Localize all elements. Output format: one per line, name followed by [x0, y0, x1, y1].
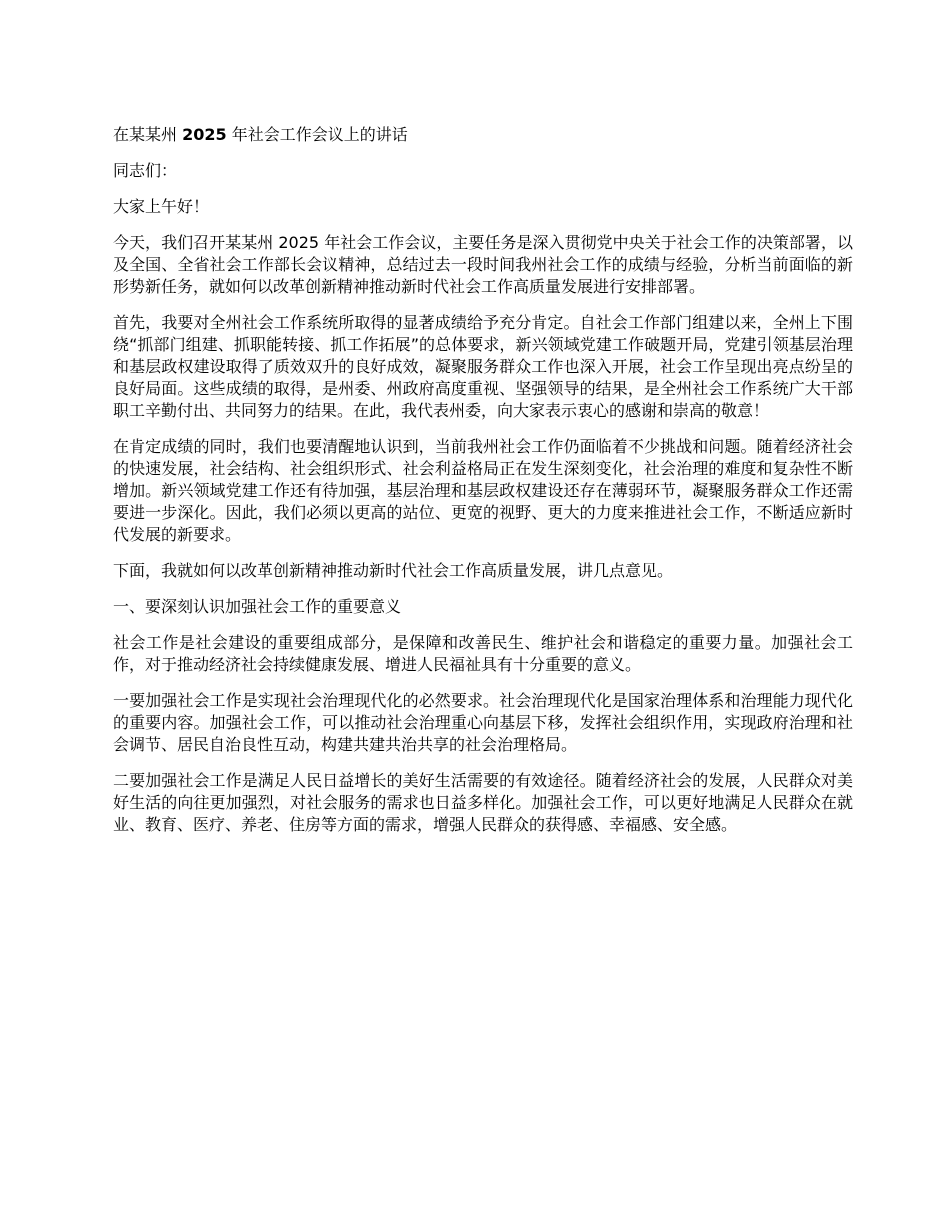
title-year: 2025 — [182, 125, 227, 144]
paragraph-challenges: 在肯定成绩的同时，我们也要清醒地认识到，当前我州社会工作仍面临着不少挑战和问题。随着经济社会的快速发展，社会结构、社会组织形式、社会利益格局正在发生深刻变化，社会治理的难度和复杂性不断增加。新兴领域党建工作还有待加强，基层治理和基层政权建设还存在薄弱环节，凝聚服务群众工作还需要进一步深化。因此，我们必须以更高的站位、更宽的视野、更大的力度来推进社会工作，不断适应新时代发展的新要求。 — [113, 437, 853, 544]
paragraph-point-2: 二要加强社会工作是满足人民日益增长的美好生活需要的有效途径。随着经济社会的发展，人民群众对美好生活的向往更加强烈，对社会服务的需求也日益多样化。加强社会工作，可以更好地满足人民群众在就业、教育、医疗、养老、住房等方面的需求，增强人民群众的获得感、幸福感、安全感。 — [113, 771, 853, 834]
document-page — [113, 124, 853, 850]
paragraph-transition: 下面，我就如何以改革创新精神推动新时代社会工作高质量发展，讲几点意见。 — [113, 561, 674, 580]
title-suffix: 年社会工作会议上的讲话 — [231, 125, 408, 144]
paragraph-achievements: 首先，我要对全州社会工作系统所取得的显著成绩给予充分肯定。自社会工作部门组建以来，全州上下围绕“抓部门组建、抓职能转接、抓工作拓展”的总体要求，新兴领域党建工作破题开局，党建引领基层治理和基层政权建设取得了质效双升的良好成效，凝聚服务群众工作也深入开展，社会工作呈现出亮点纷呈的良好局面。这些成绩的取得，是州委、州政府高度重视、坚强领导的结果，是全州社会工作系统广大干部职工辛勤付出、共同努力的结果。在此，我代表州委，向大家表示衷心的感谢和崇高的敬意！ — [113, 313, 853, 420]
paragraph-intro: 今天，我们召开某某州 2025 年社会工作会议，主要任务是深入贯彻党中央关于社会工作的决策部署，以及全国、全省社会工作部长会议精神，总结过去一段时间我州社会工作的成绩与经验，分析当前面临的新形势新任务，就如何以改革创新精神推动新时代社会工作高质量发展进行安排部署。 — [113, 233, 853, 296]
document-title — [113, 124, 853, 146]
salutation: 同志们： — [113, 161, 178, 180]
title-prefix: 在某某州 — [113, 125, 178, 144]
greeting: 大家上午好！ — [113, 197, 210, 216]
paragraph-significance: 社会工作是社会建设的重要组成部分，是保障和改善民生、维护社会和谐稳定的重要力量。加强社会工作，对于推动经济社会持续健康发展、增进人民福祉具有十分重要的意义。 — [113, 633, 853, 674]
paragraph-point-1: 一要加强社会工作是实现社会治理现代化的必然要求。社会治理现代化是国家治理体系和治理能力现代化的重要内容。加强社会工作，可以推动社会治理重心向基层下移，发挥社会组织作用，实现政府治理和社会调节、居民自治良性互动，构建共建共治共享的社会治理格局。 — [113, 691, 853, 754]
section-heading-1: 一、要深刻认识加强社会工作的重要意义 — [113, 597, 402, 616]
